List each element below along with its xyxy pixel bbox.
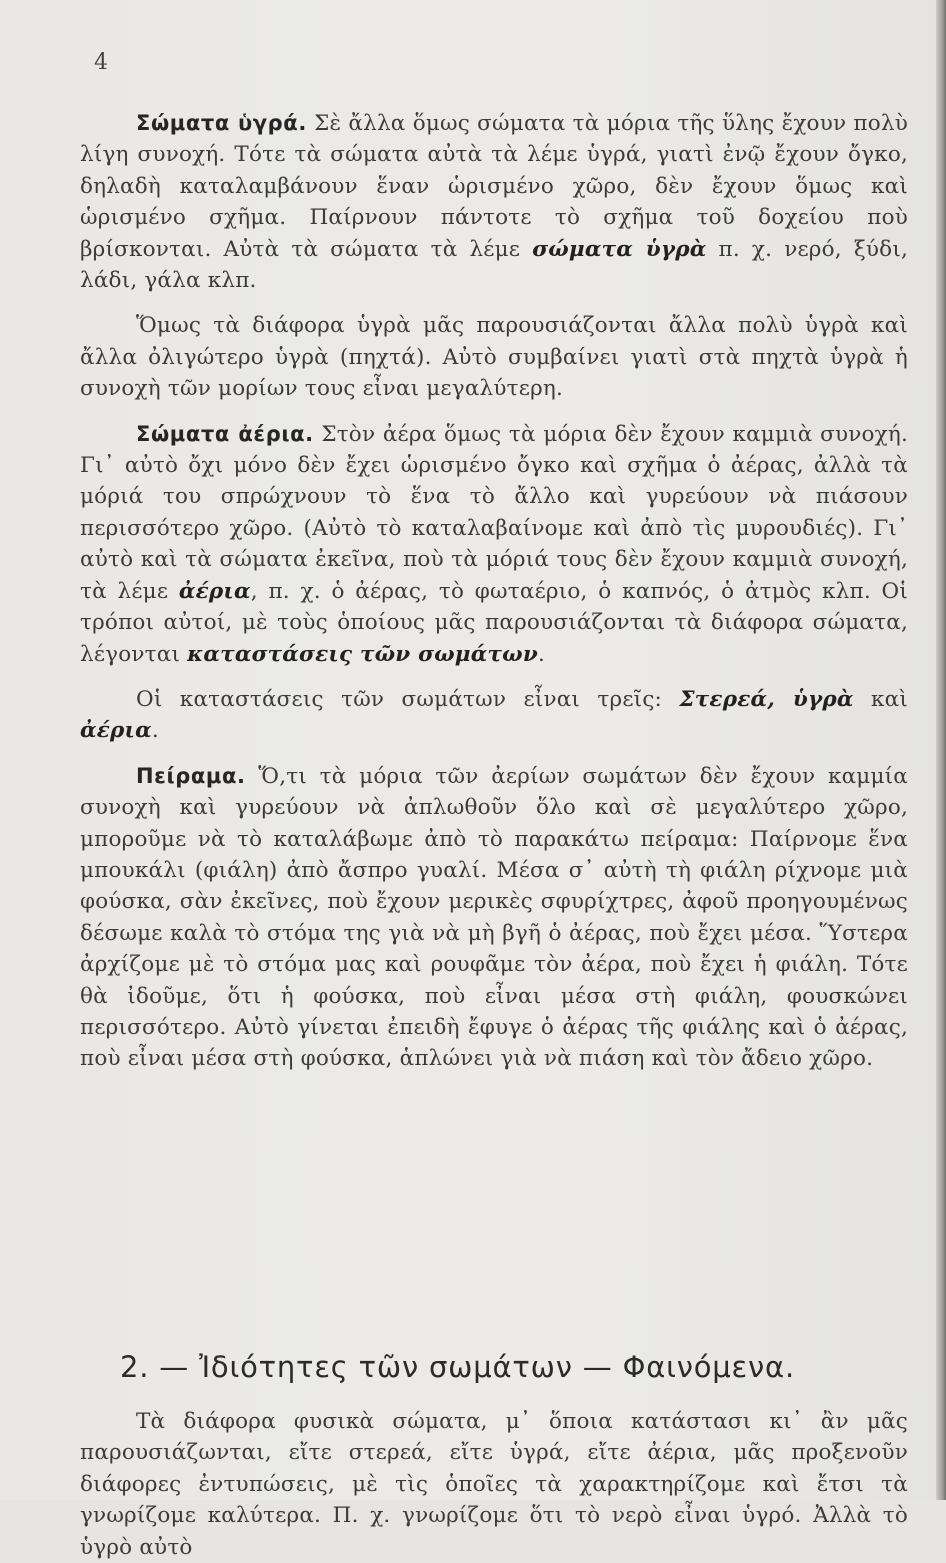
body-text-upper bbox=[80, 108, 908, 1075]
paragraph-viscous: Ὅμως τὰ διάφορα ὑγρὰ μᾶς παρουσιάζονται ἄλλα πολὺ ὑγρὰ καὶ ἄλλα ὀλιγώτερο ὑγρὰ (πηχτά). Αὐτὸ συμβαίνει γιατὶ στὰ πηχτὰ ὑγρὰ ἡ συνοχὴ τῶν μορίων τους εἶναι μεγαλύτερη. bbox=[80, 313, 908, 402]
body-text-lower bbox=[80, 1406, 908, 1563]
paragraph-text: καὶ bbox=[853, 686, 908, 712]
heading-gases: Σώματα ἀέρια. bbox=[136, 421, 314, 446]
paragraph-three-states bbox=[80, 684, 908, 747]
paragraph-text: Οἱ καταστάσεις τῶν σωμάτων εἶναι τρεῖς: bbox=[136, 686, 680, 712]
paragraph-text: . bbox=[151, 718, 159, 744]
paragraph-properties: Τὰ διάφορα φυσικὰ σώματα, μ᾿ ὅποια κατάστασι κι᾿ ἂν μᾶς παρουσιάζωνται, εἴτε στερεά, εἴτε ὑγρά, εἴτε ἀέρια, μᾶς προξενοῦν διάφορες ἐντυπώσεις, μὲ τὶς ὁποῖες τὰ χαρακτηρίζομε καὶ ἔτσι τὰ γνωρίζομε καλύτερα. Π. χ. γνωρίζομε ὅτι τὸ νερὸ εἶναι ὑγρό. Ἀλλὰ τὸ ὑγρὸ αὐτὸ bbox=[80, 1409, 908, 1560]
paragraph-text: Στὸν ἀέρα ὅμως τὰ μόρια δὲν ἔχουν καμμιὰ συνοχή. Γι᾿ αὐτὸ ὄχι μόνο δὲν ἔχει ὡρισμένο ὄγκο καὶ σχῆμα ὁ ἀέρας, ἀλλὰ τὰ μόριά του σπρώχνουν τὸ ἕνα τὸ ἄλλο καὶ γυρεύουν νὰ πιάσουν περισσότερο χῶρο. (Αὐτὸ τὸ καταλαβαίνομε καὶ ἀπὸ τὶς μυρουδιές). Γι᾿ αὐτὸ καὶ τὰ σώματα ἐκεῖνα, ποὺ τὰ μόριά τους δὲν ἔχουν καμμιὰ συνοχή, τὰ λέμε bbox=[80, 421, 908, 604]
term-gaseous: ἀέρια bbox=[178, 578, 251, 604]
paragraph-text: , π. χ. ὁ ἀέρας, τὸ φωταέριο, ὁ καπνός, ὁ ἀτμὸς κλπ. Οἱ τρόποι αὐτοί, μὲ τοὺς ὁποίους μᾶς παρουσιάζονται τὰ διάφορα σώματα, λέγονται bbox=[80, 578, 908, 667]
term-solid-liquid: Στερεά, ὑγρὰ bbox=[679, 686, 854, 712]
heading-experiment: Πείραμα. bbox=[136, 763, 246, 788]
paragraph-text: . bbox=[537, 641, 545, 667]
term-liquid-bodies: σώματα ὑγρὰ bbox=[532, 236, 707, 262]
paragraph-experiment bbox=[80, 761, 908, 1075]
page-number: 4 bbox=[94, 50, 108, 75]
term-gas: ἀέρια bbox=[80, 718, 152, 744]
paragraph-gases bbox=[80, 419, 908, 670]
term-states-of-bodies: καταστάσεις τῶν σωμάτων bbox=[187, 641, 538, 667]
page-edge-shadow bbox=[936, 0, 946, 1500]
paragraph-text: Ὅ,τι τὰ μόρια τῶν ἀερίων σωμάτων δὲν ἔχουν καμμία συνοχὴ καὶ γυρεύουν νὰ ἀπλωθοῦν ὅλο καὶ σὲ μεγαλύτερο χῶρο, μποροῦμε νὰ τὸ καταλάβωμε ἀπὸ τὸ παρακάτω πείραμα: Παίρνομε ἕνα μπουκάλι (φιάλη) ἀπὸ ἄσπρο γυαλί. Μέσα σ᾿ αὐτὴ τὴ φιάλη ρίχνομε μιὰ φούσκα, σὰν ἐκεῖνες, ποὺ ἔχουν μερικὲς σφυρίχτρες, ἀφοῦ προηγουμένως δέσωμε καλὰ τὸ στόμα της γιὰ νὰ μὴ βγῆ ὁ ἀέρας, ποὺ ἔχει μέσα. Ὕστερα ἀρχίζομε μὲ τὸ στόμα μας καὶ ρουφᾶμε τὸν ἀέρα, ποὺ ἔχει ἡ φιάλη. Τότε θὰ ἰδοῦμε, ὅτι ἡ φούσκα, ποὺ εἶναι μέσα στὴ φιάλη, φουσκώνει περισσότερο. Αὐτὸ γίνεται ἐπειδὴ ἔφυγε ὁ ἀέρας τῆς φιάλης καὶ ὁ ἀέρας, ποὺ εἶναι μέσα στὴ φούσκα, ἁπλώνει γιὰ νὰ πιάση καὶ τὸν ἄδειο χῶρο. bbox=[80, 763, 908, 1072]
paragraph-liquids bbox=[80, 108, 908, 296]
section-title: 2. — Ἰδιότητες τῶν σωμάτων — Φαινόμενα. bbox=[120, 1350, 795, 1384]
heading-liquids: Σώματα ὑγρά. bbox=[136, 111, 307, 135]
paragraph-text: π. χ. νερό, ξύδι, λάδι, γάλα κλπ. bbox=[80, 236, 908, 294]
paragraph-text: Σὲ ἄλλα ὅμως σώματα τὰ μόρια τῆς ὕλης ἔχουν πολὺ λίγη συνοχή. Τότε τὰ σώματα αὐτὰ τὰ λέμε ὑγρά, γιατὶ ἐνῷ ἔχουν ὄγκο, δηλαδὴ καταλαμβάνουν ἕναν ὡρισμένο χῶρο, δὲν ἔχουν ὅμως καὶ ὡρισμένο σχῆμα. Παίρνουν πάντοτε τὸ σχῆμα τοῦ δοχείου ποὺ βρίσκονται. Αὐτὰ τὰ σώματα τὰ λέμε bbox=[80, 111, 908, 262]
